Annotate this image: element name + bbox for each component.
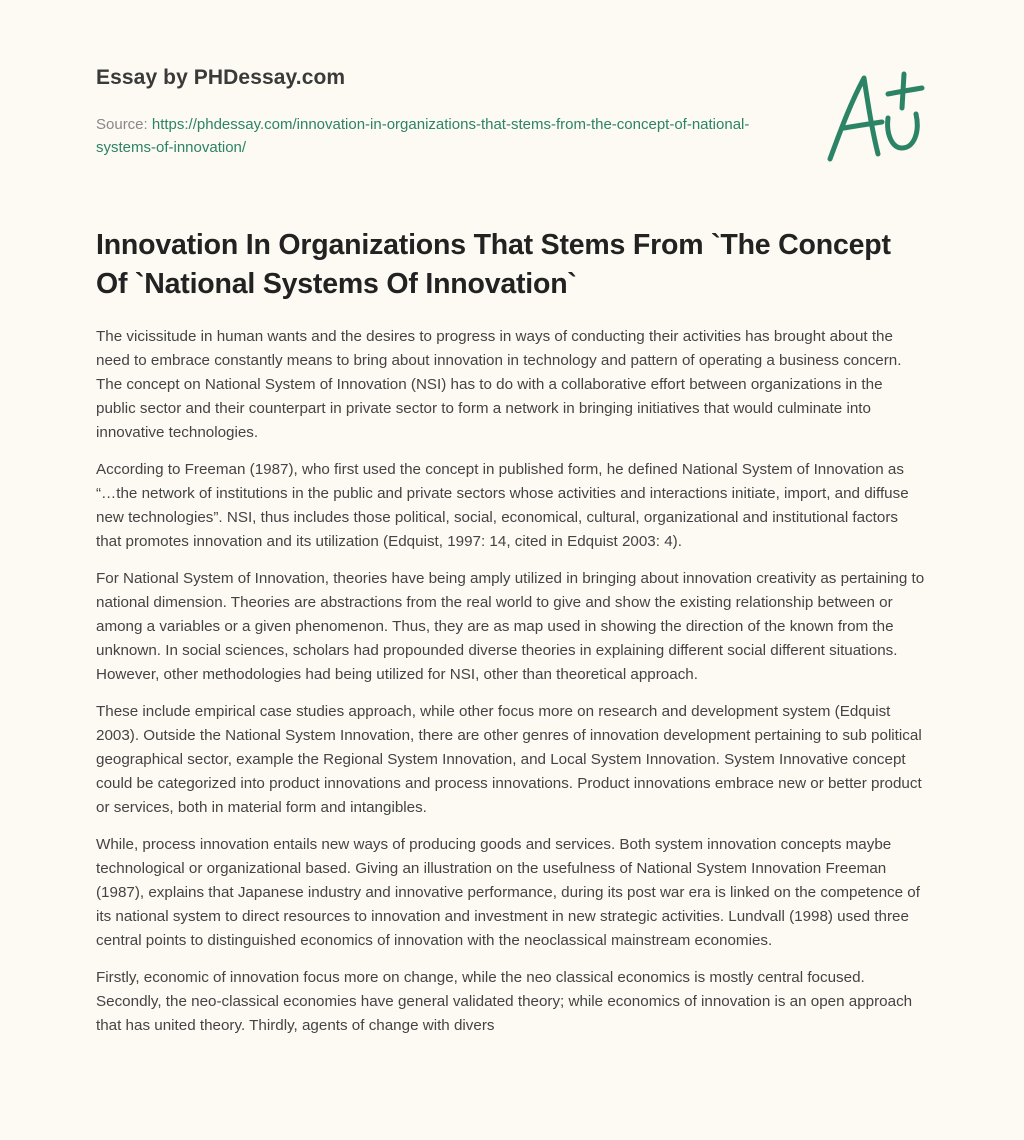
essay-body: [96, 325, 926, 1051]
source-link[interactable]: https://phdessay.com/innovation-in-organizations-that-stems-from-the-concept-of-national-systems-of-innovation/: [96, 116, 750, 156]
paragraph: For National System of Innovation, theories have being amply utilized in bringing about innovation creativity as pertaining to national dimension. Theories are abstractions from the real world to give and show the existing relationship between or among a variables or a given phenomenon. Thus, they are as map used in showing the direction of the known from the unknown. In social sciences, scholars had propounded diverse theories in explaining different social different situations. However, other methodologies had being utilized for NSI, other than theoretical approach.: [96, 570, 925, 683]
source-line: [96, 113, 776, 159]
paragraph: These include empirical case studies approach, while other focus more on research and development system (Edquist 2003). Outside the National System Innovation, there are other genres of innovation development pertaining to sub political geographical sector, example the Regional System Innovation, and Local System Innovation. System Innovative concept could be categorized into product innovations and process innovations. Product innovations embrace new or better product or services, both in material form and intangibles.: [96, 703, 922, 816]
paragraph: While, process innovation entails new ways of producing goods and services. Both system innovation concepts maybe technological or organizational based. Giving an illustration on the usefulness of National System Innovation Freeman (1987), explains that Japanese industry and innovative performance, during its post war era is linked on the competence of its national system to direct resources to innovation and investment in new strategic activities. Lundvall (1998) used three central points to distinguished economics of innovation with the neoclassical mainstream economies.: [96, 836, 920, 949]
a-plus-grade-icon: [826, 66, 930, 166]
source-label: Source:: [96, 116, 152, 133]
a-plus-logo-graphic: [826, 66, 930, 166]
paragraph: The vicissitude in human wants and the desires to progress in ways of conducting their activities has brought about the need to embrace constantly means to bring about innovation in technology and pattern of operating a business concern. The concept on National System of Innovation (NSI) has to do with a collaborative effort between organizations in the public sector and their counterpart in private sector to form a network in bringing initiatives that would culminate into innovative technologies.: [96, 328, 902, 441]
paragraph: Firstly, economic of innovation focus more on change, while the neo classical economics is mostly central focused. Secondly, the neo-classical economies have general validated theory; while economics of innovation is an open approach that has united theory. Thirdly, agents of change with divers: [96, 969, 913, 1034]
site-brand: Essay by PHDessay.com: [96, 66, 346, 89]
paragraph: According to Freeman (1987), who first used the concept in published form, he defined National System of Innovation as “…the network of institutions in the public and private sectors whose activities and interactions initiate, import, and diffuse new technologies”. NSI, thus includes those political, social, economical, cultural, organizational and institutional factors that promotes innovation and its utilization (Edquist, 1997: 14, cited in Edquist 2003: 4).: [96, 461, 909, 550]
essay-title: Innovation In Organizations That Stems From `The Concept Of `National Systems Of Innovation`: [96, 229, 891, 300]
